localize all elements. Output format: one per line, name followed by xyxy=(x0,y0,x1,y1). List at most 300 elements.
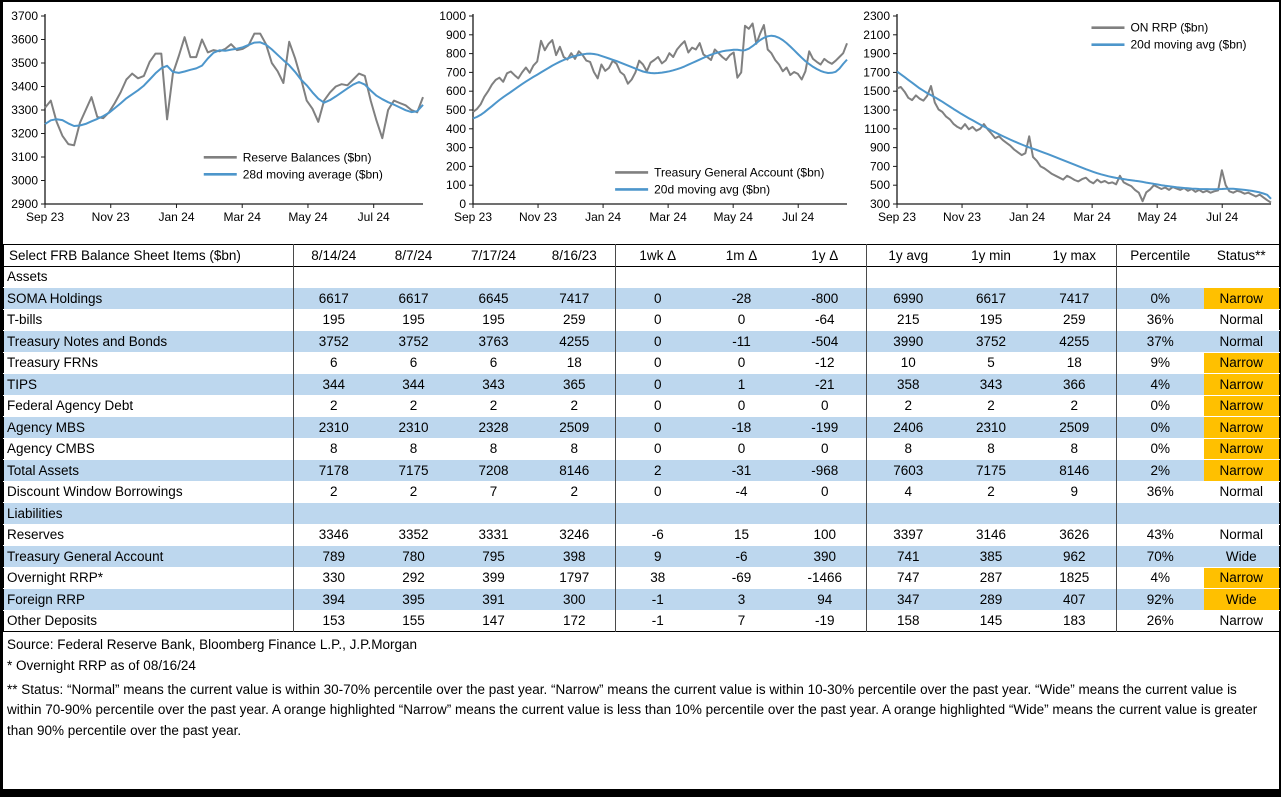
column-header: 8/16/23 xyxy=(551,247,597,263)
table-row xyxy=(4,417,1280,439)
svg-text:Jul 24: Jul 24 xyxy=(1206,210,1239,224)
empty-cell xyxy=(1204,503,1280,525)
cell-value: 0 xyxy=(616,374,700,396)
svg-text:500: 500 xyxy=(869,178,890,193)
cell-value: 7 xyxy=(489,484,498,500)
row-label: Reserves xyxy=(7,527,65,543)
svg-text:2900: 2900 xyxy=(11,197,38,211)
cell-value: 795 xyxy=(482,548,505,564)
legend-label: ON RRP ($bn) xyxy=(1130,20,1209,35)
cell-value: 195 xyxy=(294,309,374,331)
cell-value: -11 xyxy=(732,333,751,349)
svg-text:Jul 24: Jul 24 xyxy=(782,210,815,224)
row-label: Total Assets xyxy=(7,462,80,478)
cell-value: 4255 xyxy=(559,333,590,349)
legend-label: 20d moving avg ($bn) xyxy=(1130,37,1247,52)
cell-value: 0 xyxy=(616,481,700,503)
status-badge: Narrow xyxy=(1204,460,1280,482)
percentile-value: 0% xyxy=(1117,438,1204,460)
cell-value: 195 xyxy=(482,312,505,328)
row-label: Foreign RRP xyxy=(7,591,86,607)
cell-value: 3990 xyxy=(867,331,950,353)
cell-value: 3352 xyxy=(398,527,429,543)
empty-cell xyxy=(700,503,784,525)
table-row xyxy=(4,460,1280,482)
cell-value: -18 xyxy=(731,419,752,435)
cell-value: 7603 xyxy=(867,460,950,482)
cell-value: 300 xyxy=(562,591,586,607)
cell-value: 1 xyxy=(737,376,746,392)
percentile-value: 26% xyxy=(1117,610,1204,632)
cell-value: 7208 xyxy=(478,462,509,478)
cell-value: 195 xyxy=(402,312,425,328)
cell-value: 18 xyxy=(566,355,582,371)
cell-value: 789 xyxy=(294,546,374,568)
row-label: Federal Agency Debt xyxy=(7,398,134,414)
cell-value: 2310 xyxy=(294,417,374,439)
table-row xyxy=(4,288,1280,310)
cell-value: 8 xyxy=(409,441,418,457)
cell-value: 741 xyxy=(867,546,950,568)
cell-value: 2509 xyxy=(1059,419,1090,435)
cell-value: 385 xyxy=(979,548,1003,564)
on-rrp-chart xyxy=(855,4,1279,236)
cell-value: 343 xyxy=(482,376,505,392)
svg-text:Jan 24: Jan 24 xyxy=(585,210,622,224)
cell-value: 3626 xyxy=(1059,527,1090,543)
column-header: 1y min xyxy=(971,247,1011,263)
cell-value: 3246 xyxy=(559,527,590,543)
svg-text:May 24: May 24 xyxy=(1137,210,1177,224)
legend-label: 28d moving average ($bn) xyxy=(242,167,383,182)
cell-value: 145 xyxy=(979,613,1003,629)
svg-text:700: 700 xyxy=(445,65,466,80)
series-line xyxy=(473,24,847,112)
column-header: Select FRB Balance Sheet Items ($bn) xyxy=(9,247,241,263)
status-badge: Normal xyxy=(1219,312,1263,328)
empty-cell xyxy=(1033,503,1117,525)
cell-value: 2 xyxy=(489,398,498,414)
series-line xyxy=(897,72,1271,199)
cell-value: 2 xyxy=(987,484,995,500)
cell-value: 2 xyxy=(294,395,374,417)
status-badge: Narrow xyxy=(1204,417,1280,439)
cell-value: 195 xyxy=(979,312,1003,328)
cell-value: 6 xyxy=(409,355,418,371)
table-row xyxy=(4,352,1280,374)
cell-value: 343 xyxy=(979,376,1003,392)
cell-value: 0 xyxy=(616,395,700,417)
svg-text:3500: 3500 xyxy=(11,56,38,70)
cell-value: 6645 xyxy=(478,290,509,306)
svg-text:3400: 3400 xyxy=(11,79,38,94)
percentile-value: 36% xyxy=(1117,309,1204,331)
cell-value: 7175 xyxy=(398,462,429,478)
cell-value: 3752 xyxy=(294,331,374,353)
empty-cell xyxy=(534,503,616,525)
svg-text:600: 600 xyxy=(445,84,466,99)
cell-value: 153 xyxy=(294,610,374,632)
cell-value: 6 xyxy=(294,352,374,374)
svg-text:1900: 1900 xyxy=(863,46,890,61)
cell-value: 289 xyxy=(979,591,1003,607)
page-content xyxy=(3,2,1279,789)
cell-value: 100 xyxy=(813,527,837,543)
cell-value: -21 xyxy=(814,376,835,392)
cell-value: 147 xyxy=(482,613,505,629)
cell-value: 8 xyxy=(987,441,995,457)
row-label: Agency CMBS xyxy=(7,441,95,457)
cell-value: 3397 xyxy=(867,524,950,546)
cell-value: 0 xyxy=(616,417,700,439)
cell-value: -199 xyxy=(811,419,839,435)
cell-value: 407 xyxy=(1062,591,1086,607)
status-badge: Narrow xyxy=(1204,374,1280,396)
balance-sheet-table xyxy=(3,244,1280,632)
percentile-value: 2% xyxy=(1117,460,1204,482)
empty-cell xyxy=(374,266,454,288)
row-label: Assets xyxy=(7,269,48,285)
series-line xyxy=(473,36,847,119)
cell-value: 6617 xyxy=(398,290,429,306)
empty-cell xyxy=(867,503,950,525)
empty-cell xyxy=(1204,266,1280,288)
cell-value: 4 xyxy=(867,481,950,503)
svg-text:3300: 3300 xyxy=(11,103,38,117)
percentile-value: 92% xyxy=(1117,589,1204,611)
svg-text:0: 0 xyxy=(459,197,466,211)
status-badge: Normal xyxy=(1219,527,1263,543)
status-badge: Narrow xyxy=(1204,288,1280,310)
svg-text:Jan 24: Jan 24 xyxy=(158,210,195,224)
row-label: Liabilities xyxy=(7,505,63,521)
cell-value: 347 xyxy=(867,589,950,611)
cell-value: 6617 xyxy=(975,290,1007,306)
column-header: 1y Δ xyxy=(811,247,839,263)
section-row xyxy=(4,266,1280,288)
empty-cell xyxy=(950,503,1033,525)
empty-cell xyxy=(616,503,700,525)
row-label: TIPS xyxy=(7,376,38,392)
cell-value: 215 xyxy=(867,309,950,331)
svg-text:Sep 23: Sep 23 xyxy=(877,210,917,224)
row-label: Treasury Notes and Bonds xyxy=(7,333,168,349)
svg-text:May 24: May 24 xyxy=(713,210,753,224)
section-row xyxy=(4,503,1280,525)
cell-value: 7178 xyxy=(294,460,374,482)
svg-text:Sep 23: Sep 23 xyxy=(25,210,65,224)
cell-value: 2328 xyxy=(478,419,509,435)
column-header: 1y avg xyxy=(867,245,950,267)
svg-text:500: 500 xyxy=(445,103,466,117)
cell-value: 0 xyxy=(820,398,829,414)
percentile-value: 43% xyxy=(1117,524,1204,546)
percentile-value: 37% xyxy=(1117,331,1204,353)
svg-text:3200: 3200 xyxy=(11,126,38,141)
cell-value: 391 xyxy=(482,591,505,607)
percentile-value: 0% xyxy=(1117,288,1204,310)
table-row xyxy=(4,546,1280,568)
column-header: 8/14/24 xyxy=(294,245,374,267)
column-header: 1wk Δ xyxy=(616,245,700,267)
cell-value: 2 xyxy=(570,398,578,414)
svg-text:Nov 23: Nov 23 xyxy=(942,210,982,224)
cell-value: 1825 xyxy=(1059,570,1090,586)
cell-value: 2 xyxy=(409,484,418,500)
cell-value: -31 xyxy=(731,462,752,478)
cell-value: 344 xyxy=(294,374,374,396)
cell-value: -6 xyxy=(616,524,700,546)
table-row xyxy=(4,331,1280,353)
cell-value: 394 xyxy=(294,589,374,611)
percentile-value: 70% xyxy=(1117,546,1204,568)
table-header-row xyxy=(4,245,1280,267)
cell-value: 8 xyxy=(570,441,578,457)
cell-value: 344 xyxy=(402,376,425,392)
cell-value: 9 xyxy=(1070,484,1078,500)
cell-value: -4 xyxy=(735,484,748,500)
empty-cell xyxy=(1117,503,1204,525)
svg-text:3000: 3000 xyxy=(11,173,38,188)
cell-value: 780 xyxy=(402,548,425,564)
cell-value: 287 xyxy=(979,570,1003,586)
table-row xyxy=(4,567,1280,589)
column-header: 8/7/24 xyxy=(394,247,433,263)
svg-text:3100: 3100 xyxy=(11,150,38,164)
reserve-balances-chart xyxy=(3,4,431,236)
percentile-value: 4% xyxy=(1117,374,1204,396)
status-badge: Normal xyxy=(1219,484,1263,500)
cell-value: 155 xyxy=(402,613,425,629)
cell-value: 747 xyxy=(867,567,950,589)
cell-value: 3346 xyxy=(294,524,374,546)
svg-text:1100: 1100 xyxy=(864,121,890,136)
cell-value: 330 xyxy=(294,567,374,589)
cell-value: -504 xyxy=(811,333,839,349)
cell-value: 4255 xyxy=(1059,333,1090,349)
cell-value: 259 xyxy=(562,312,586,328)
footnote-overnight-rrp: * Overnight RRP as of 08/16/24 xyxy=(7,658,196,673)
cell-value: 366 xyxy=(1062,376,1086,392)
cell-value: 3763 xyxy=(478,333,509,349)
cell-value: 183 xyxy=(1062,613,1086,629)
cell-value: 7417 xyxy=(1059,290,1090,306)
cell-value: 962 xyxy=(1062,548,1086,564)
status-badge: Narrow xyxy=(1204,395,1280,417)
empty-cell xyxy=(616,266,700,288)
cell-value: 8146 xyxy=(559,462,590,478)
cell-value: 3752 xyxy=(398,333,429,349)
cell-value: 158 xyxy=(867,610,950,632)
percentile-value: 9% xyxy=(1117,352,1204,374)
empty-cell xyxy=(534,266,616,288)
row-label: T-bills xyxy=(7,312,43,328)
table-row xyxy=(4,309,1280,331)
svg-text:Jul 24: Jul 24 xyxy=(357,210,390,224)
cell-value: 8 xyxy=(1070,441,1078,457)
table-row xyxy=(4,395,1280,417)
series-line xyxy=(45,34,423,146)
row-label: Treasury FRNs xyxy=(7,355,99,371)
cell-value: 2 xyxy=(1070,398,1078,414)
cell-value: -12 xyxy=(814,355,835,371)
cell-value: 2 xyxy=(570,484,578,500)
status-badge: Wide xyxy=(1225,548,1257,564)
cell-value: -6 xyxy=(735,548,748,564)
cell-value: 0 xyxy=(616,331,700,353)
cell-value: 8 xyxy=(867,438,950,460)
status-badge: Narrow xyxy=(1204,567,1280,589)
svg-text:100: 100 xyxy=(445,178,466,193)
cell-value: 3752 xyxy=(975,333,1007,349)
row-label: SOMA Holdings xyxy=(7,290,103,306)
percentile-value: 0% xyxy=(1117,395,1204,417)
svg-text:1000: 1000 xyxy=(439,9,466,23)
cell-value: 398 xyxy=(562,548,586,564)
cell-value: 0 xyxy=(737,441,746,457)
cell-value: 38 xyxy=(616,567,700,589)
row-label: Overnight RRP* xyxy=(7,570,104,586)
table-row xyxy=(4,374,1280,396)
cell-value: 2 xyxy=(987,398,995,414)
cell-value: 7417 xyxy=(559,290,590,306)
row-label: Agency MBS xyxy=(7,419,86,435)
cell-value: -1 xyxy=(616,610,700,632)
svg-text:900: 900 xyxy=(869,140,890,155)
svg-text:3700: 3700 xyxy=(11,9,38,23)
empty-cell xyxy=(454,503,534,525)
empty-cell xyxy=(700,266,784,288)
svg-text:Nov 23: Nov 23 xyxy=(518,210,558,224)
percentile-value: 4% xyxy=(1117,567,1204,589)
cell-value: -28 xyxy=(731,290,752,306)
cell-value: -69 xyxy=(731,570,752,586)
cell-value: 6990 xyxy=(867,288,950,310)
cell-value: 6617 xyxy=(294,288,374,310)
empty-cell xyxy=(784,266,867,288)
footnote-status-definition: ** Status: “Normal” means the current value is within 30-70% percentile over the past year. “Narrow” means the current value is within 10-30% percentile over the past year. “Wide” means the current value is within 70-90% percentile over the past year. A orange highlighted “Narrow” means the current value is less than 10% percentile over the past year. A orange highlighted “Wide” means the current value is greater than 90% percentile over the past year. xyxy=(7,682,1258,738)
cell-value: 2406 xyxy=(867,417,950,439)
reserve-balances-chart-box xyxy=(3,4,431,241)
column-header: 1y max xyxy=(1052,247,1096,263)
on-rrp-chart-box xyxy=(855,4,1279,241)
svg-text:1300: 1300 xyxy=(863,103,890,117)
cell-value: -64 xyxy=(814,312,835,328)
cell-value: 8 xyxy=(489,441,498,457)
svg-text:Mar 24: Mar 24 xyxy=(649,210,687,224)
svg-text:Mar 24: Mar 24 xyxy=(1073,210,1111,224)
charts-row xyxy=(3,2,1279,241)
empty-cell xyxy=(1033,266,1117,288)
cell-value: 0 xyxy=(820,441,829,457)
cell-value: 358 xyxy=(867,374,950,396)
svg-text:2100: 2100 xyxy=(863,27,890,42)
empty-cell xyxy=(454,266,534,288)
column-header: 1m Δ xyxy=(725,247,758,263)
empty-cell xyxy=(1117,266,1204,288)
cell-value: 3331 xyxy=(478,527,509,543)
cell-value: 2 xyxy=(616,460,700,482)
empty-cell xyxy=(950,266,1033,288)
cell-value: 2509 xyxy=(559,419,590,435)
svg-text:1500: 1500 xyxy=(863,84,890,99)
svg-text:400: 400 xyxy=(445,121,466,136)
cell-value: 0 xyxy=(616,309,700,331)
cell-value: 10 xyxy=(867,352,950,374)
svg-text:3600: 3600 xyxy=(11,32,38,47)
svg-text:1700: 1700 xyxy=(863,65,890,80)
empty-cell xyxy=(784,503,867,525)
svg-text:2300: 2300 xyxy=(863,9,890,23)
svg-text:800: 800 xyxy=(445,46,466,61)
cell-value: -1 xyxy=(616,589,700,611)
svg-text:Sep 23: Sep 23 xyxy=(453,210,493,224)
treasury-general-account-chart-box xyxy=(431,4,855,241)
cell-value: 8146 xyxy=(1059,462,1090,478)
svg-text:300: 300 xyxy=(869,197,890,211)
cell-value: 0 xyxy=(737,398,746,414)
cell-value: -19 xyxy=(814,613,835,629)
table-row xyxy=(4,481,1280,503)
cell-value: 94 xyxy=(817,591,833,607)
svg-text:May 24: May 24 xyxy=(288,210,328,224)
svg-text:300: 300 xyxy=(445,140,466,155)
row-label: Treasury General Account xyxy=(7,548,164,564)
svg-text:900: 900 xyxy=(445,27,466,42)
status-badge: Wide xyxy=(1204,589,1280,611)
cell-value: -968 xyxy=(811,462,839,478)
row-label: Discount Window Borrowings xyxy=(7,484,183,500)
column-header: 7/17/24 xyxy=(470,247,517,263)
cell-value: 0 xyxy=(616,352,700,374)
cell-value: 2310 xyxy=(975,419,1007,435)
status-badge: Narrow xyxy=(1204,438,1280,460)
cell-value: 6 xyxy=(489,355,498,371)
cell-value: 2 xyxy=(294,481,374,503)
cell-value: 292 xyxy=(402,570,425,586)
cell-value: 0 xyxy=(737,355,746,371)
svg-text:200: 200 xyxy=(445,159,466,174)
svg-text:700: 700 xyxy=(869,159,890,174)
cell-value: -800 xyxy=(811,290,839,306)
table-row xyxy=(4,524,1280,546)
cell-value: 0 xyxy=(616,438,700,460)
status-badge: Normal xyxy=(1219,333,1263,349)
legend-label: Reserve Balances ($bn) xyxy=(242,150,372,165)
status-badge: Narrow xyxy=(1219,613,1263,629)
cell-value: 365 xyxy=(562,376,586,392)
cell-value: 1797 xyxy=(559,570,590,586)
svg-text:Mar 24: Mar 24 xyxy=(223,210,261,224)
cell-value: 2 xyxy=(409,398,418,414)
cell-value: 3 xyxy=(737,591,746,607)
row-label: Other Deposits xyxy=(7,613,98,629)
cell-value: 5 xyxy=(987,355,995,371)
table-row xyxy=(4,589,1280,611)
cell-value: 395 xyxy=(402,591,425,607)
cell-value: 3146 xyxy=(975,527,1007,543)
cell-value: 8 xyxy=(294,438,374,460)
treasury-general-account-chart xyxy=(431,4,855,236)
svg-text:Nov 23: Nov 23 xyxy=(91,210,130,224)
cell-value: 15 xyxy=(733,527,750,543)
cell-value: 0 xyxy=(820,484,829,500)
cell-value: -1466 xyxy=(807,570,843,586)
cell-value: 18 xyxy=(1066,355,1082,371)
cell-value: 2 xyxy=(867,395,950,417)
empty-cell xyxy=(294,266,374,288)
source-line: Source: Federal Reserve Bank, Bloomberg Finance L.P., J.P.Morgan xyxy=(7,637,417,652)
